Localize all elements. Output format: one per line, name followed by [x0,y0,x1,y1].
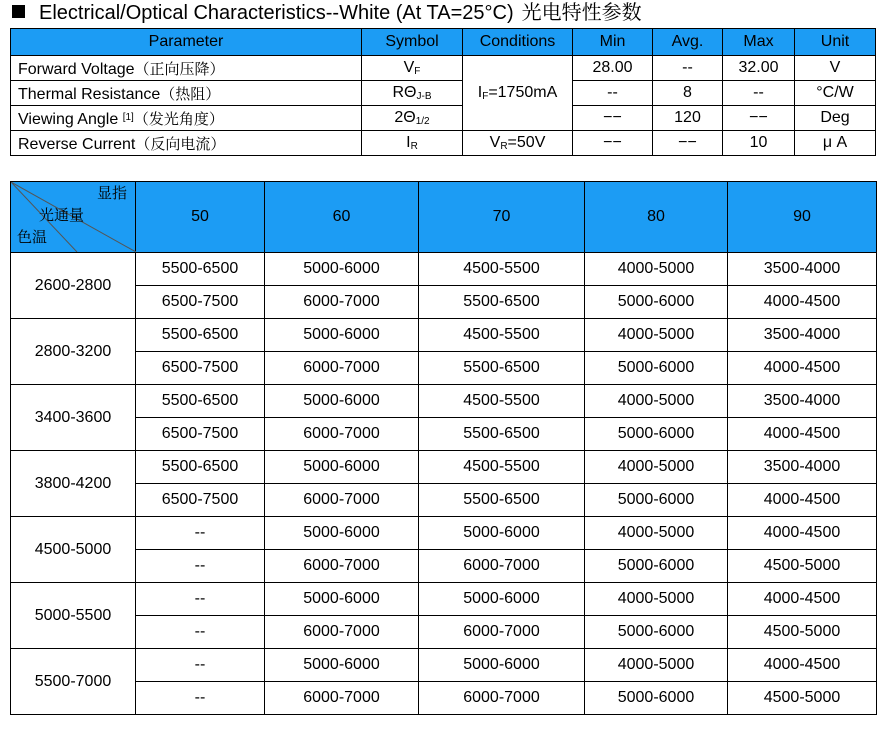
flux-value-cell: 6000-7000 [265,682,419,715]
flux-row [11,649,877,682]
flux-value-cell: 6000-7000 [265,616,419,649]
symbol-main: V [403,59,415,76]
flux-value-cell: 5500-6500 [419,352,585,385]
avg-cell: 120 [653,106,723,131]
symbol-cell [362,56,463,81]
electrical-table-header [11,29,876,56]
condition-symbol: V [489,134,501,151]
flux-value-cell: 5000-6000 [585,682,728,715]
symbol-main: 2Θ [394,109,416,126]
flux-value-cell: 4000-4500 [728,418,877,451]
flux-row [11,352,877,385]
flux-value-cell: 4000-5000 [585,253,728,286]
avg-cell: -- [653,56,723,81]
condition-subscript: R [500,141,508,152]
header-cri-90: 90 [728,182,877,253]
flux-value-cell: 4500-5500 [419,319,585,352]
flux-row [11,385,877,418]
unit-cell: V [795,56,876,81]
flux-row [11,616,877,649]
flux-value-cell: 3500-4000 [728,385,877,418]
symbol-subscript: F [414,66,421,77]
header-min: Min [573,29,653,56]
bullet-square-icon [12,5,25,18]
flux-value-cell: 5000-6000 [585,616,728,649]
flux-value-cell: 5000-6000 [265,583,419,616]
electrical-row [11,131,876,156]
electrical-row [11,106,876,131]
flux-value-cell: 5000-6000 [585,550,728,583]
flux-value-cell: -- [136,649,265,682]
flux-value-cell: 4000-4500 [728,286,877,319]
flux-value-cell: 4500-5000 [728,682,877,715]
flux-value-cell: 6500-7500 [136,484,265,517]
flux-row [11,550,877,583]
flux-row [11,484,877,517]
flux-value-cell: 4000-5000 [585,583,728,616]
flux-value-cell: -- [136,682,265,715]
flux-value-cell: 5000-6000 [419,649,585,682]
flux-value-cell: 5000-6000 [585,352,728,385]
parameter-cell [11,106,362,131]
condition-symbol: I [477,84,483,101]
corner-label-cri: 显指 [96,185,127,202]
max-cell: −− [723,106,795,131]
min-cell: −− [573,131,653,156]
flux-value-cell: 4000-5000 [585,451,728,484]
flux-value-cell: 4000-4500 [728,352,877,385]
title-chinese: 光电特性参数 [521,2,642,24]
flux-value-cell: 5000-6000 [585,418,728,451]
min-cell: -- [573,81,653,106]
header-avg: Avg. [653,29,723,56]
flux-row [11,583,877,616]
cct-cell: 5500-7000 [11,649,136,715]
flux-value-cell: 6000-7000 [265,352,419,385]
flux-value-cell: 5000-6000 [419,583,585,616]
flux-value-cell: 5500-6500 [419,286,585,319]
flux-value-cell: 4000-5000 [585,517,728,550]
max-cell: -- [723,81,795,106]
flux-value-cell: 3500-4000 [728,319,877,352]
flux-value-cell: 6000-7000 [265,286,419,319]
flux-value-cell: 4000-5000 [585,649,728,682]
condition-cell [463,131,573,156]
header-cri-60: 60 [265,182,419,253]
flux-row [11,253,877,286]
flux-value-cell: 4000-4500 [728,583,877,616]
flux-value-cell: 6500-7500 [136,418,265,451]
cct-cell: 3800-4200 [11,451,136,517]
unit-cell: °C/W [795,81,876,106]
header-max: Max [723,29,795,56]
flux-value-cell: 5500-6500 [419,484,585,517]
flux-value-cell: 4500-5500 [419,385,585,418]
cct-cell: 2800-3200 [11,319,136,385]
unit-cell: Deg [795,106,876,131]
flux-row [11,418,877,451]
flux-value-cell: 6500-7500 [136,352,265,385]
cct-cell: 5000-5500 [11,583,136,649]
min-cell: 28.00 [573,56,653,81]
flux-row [11,319,877,352]
corner-label-cct: 色温 [17,229,48,246]
flux-value-cell: 4500-5500 [419,451,585,484]
flux-value-cell: 5000-6000 [265,253,419,286]
flux-value-cell: 5500-6500 [136,319,265,352]
header-cri-80: 80 [585,182,728,253]
header-unit: Unit [795,29,876,56]
symbol-subscript: 1/2 [415,116,430,127]
flux-value-cell: 5000-6000 [265,385,419,418]
flux-value-cell: 5500-6500 [419,418,585,451]
flux-value-cell: 6000-7000 [265,484,419,517]
condition-value: =50V [507,134,546,151]
flux-value-cell: 6000-7000 [419,550,585,583]
title-text: Electrical/Optical Characteristics--White (At TA=25°C) [39,2,514,24]
section-title [12,0,642,26]
parameter-cell [11,81,362,106]
symbol-cell [362,131,463,156]
condition-subscript: F [482,91,489,102]
flux-row [11,517,877,550]
flux-value-cell: 5000-6000 [265,517,419,550]
flux-value-cell: 5000-6000 [585,286,728,319]
cct-cell: 4500-5000 [11,517,136,583]
parameter-footnote: [1] [122,111,134,123]
cct-cell: 3400-3600 [11,385,136,451]
avg-cell: −− [653,131,723,156]
max-cell: 10 [723,131,795,156]
flux-value-cell: 4000-5000 [585,319,728,352]
flux-table-header [11,182,877,253]
parameter-cell [11,56,362,81]
flux-value-cell: 5000-6000 [265,319,419,352]
flux-value-cell: 4000-4500 [728,517,877,550]
flux-value-cell: 5000-6000 [585,484,728,517]
symbol-main: I [406,134,411,151]
parameter-chinese: （反向电流） [135,135,226,153]
symbol-subscript: J-B [416,91,432,102]
unit-cell: μ A [795,131,876,156]
header-parameter: Parameter [11,29,362,56]
min-cell: −− [573,106,653,131]
max-cell: 32.00 [723,56,795,81]
flux-row [11,451,877,484]
condition-value: =1750mA [488,84,558,101]
cct-cell: 2600-2800 [11,253,136,319]
flux-value-cell: -- [136,616,265,649]
flux-value-cell: 5000-6000 [265,649,419,682]
header-cri-50: 50 [136,182,265,253]
flux-value-cell: 4000-4500 [728,484,877,517]
header-conditions: Conditions [463,29,573,56]
flux-value-cell: 5500-6500 [136,253,265,286]
parameter-chinese: （热阻） [160,85,221,103]
corner-label-flux: 光通量 [39,207,85,224]
parameter-name: Forward Voltage [18,60,135,78]
flux-value-cell: 3500-4000 [728,253,877,286]
flux-value-cell: -- [136,583,265,616]
flux-value-cell: 5500-6500 [136,385,265,418]
flux-value-cell: 4500-5000 [728,550,877,583]
flux-value-cell: 6000-7000 [419,616,585,649]
electrical-row [11,56,876,81]
flux-value-cell: 5500-6500 [136,451,265,484]
symbol-cell [362,81,463,106]
flux-value-cell: 6500-7500 [136,286,265,319]
flux-value-cell: 4000-4500 [728,649,877,682]
parameter-chinese: （发光角度） [133,110,224,128]
flux-value-cell: 5000-6000 [419,517,585,550]
flux-value-cell: -- [136,550,265,583]
flux-value-cell: 3500-4000 [728,451,877,484]
header-cri-70: 70 [419,182,585,253]
electrical-row [11,81,876,106]
header-symbol: Symbol [362,29,463,56]
avg-cell: 8 [653,81,723,106]
symbol-cell [362,106,463,131]
parameter-name: Thermal Resistance [18,85,161,103]
flux-value-cell: 6000-7000 [265,550,419,583]
electrical-characteristics-table [10,28,876,156]
flux-value-cell: 4500-5500 [419,253,585,286]
flux-row [11,286,877,319]
flux-value-cell: 6000-7000 [419,682,585,715]
luminous-flux-table [10,181,877,715]
flux-value-cell: 5000-6000 [265,451,419,484]
parameter-cell [11,131,362,156]
symbol-main: RΘ [392,84,417,101]
flux-value-cell: 4000-5000 [585,385,728,418]
parameter-chinese: （正向压降） [134,60,225,78]
flux-value-cell: 4500-5000 [728,616,877,649]
condition-cell [463,56,573,131]
symbol-subscript: R [410,141,418,152]
flux-value-cell: -- [136,517,265,550]
parameter-name: Viewing Angle [18,110,119,128]
flux-row [11,682,877,715]
flux-value-cell: 6000-7000 [265,418,419,451]
corner-header-cell [11,182,136,253]
parameter-name: Reverse Current [18,135,136,153]
